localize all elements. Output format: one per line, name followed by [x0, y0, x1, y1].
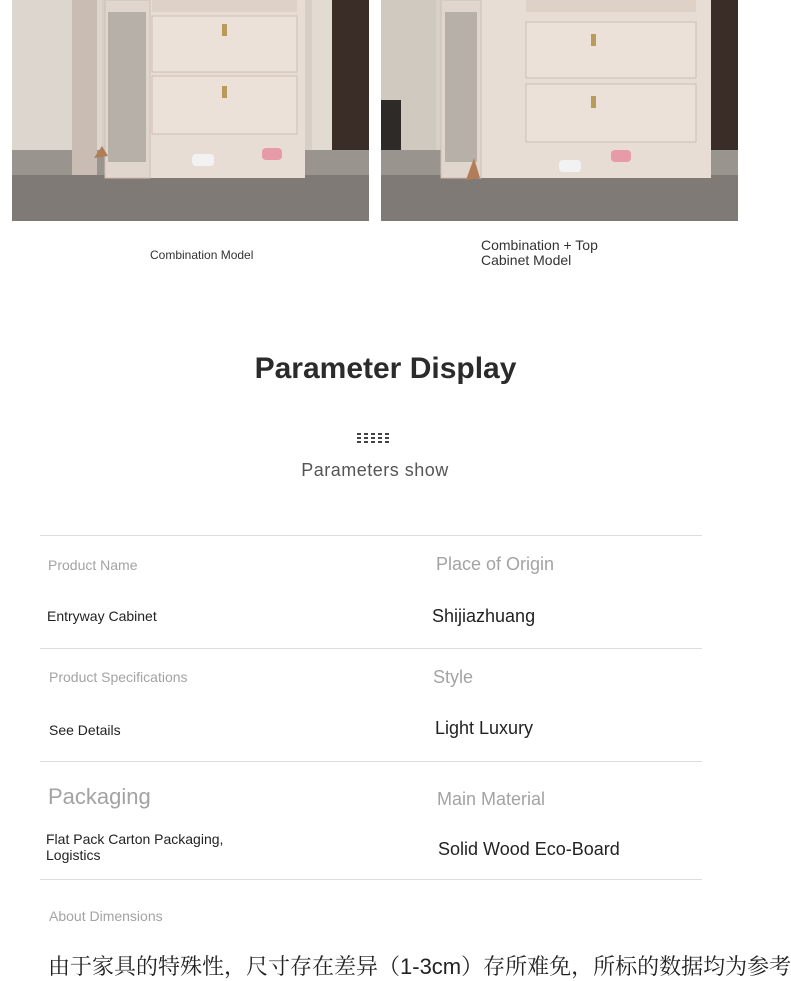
table-divider [40, 535, 702, 536]
table-divider [40, 648, 702, 649]
dimension-note: 由于家具的特殊性，尺寸存在差异（1-3cm）存所难免，所标的数据均为参考 [48, 954, 791, 979]
param-label-about-dimensions: About Dimensions [49, 908, 163, 924]
param-label-main-material: Main Material [437, 789, 546, 809]
table-divider [40, 761, 702, 762]
photo-caption-combination-top-cabinet: Combination + Top Cabinet Model [481, 237, 598, 268]
param-label-product-name: Product Name [48, 557, 138, 573]
table-divider [40, 879, 702, 880]
param-value-style: Light Luxury [435, 718, 534, 738]
section-subtitle: Parameters show [301, 460, 449, 480]
param-value-main-material: Solid Wood Eco-Board [438, 839, 620, 859]
photo-caption-combination: Combination Model [150, 248, 254, 262]
product-photo-combination-top-cabinet [381, 0, 738, 221]
section-title: Parameter Display [254, 352, 517, 385]
param-label-product-specifications: Product Specifications [49, 669, 188, 685]
dots-grid-icon [357, 432, 393, 444]
param-label-place-of-origin: Place of Origin [436, 554, 555, 574]
param-value-packaging: Flat Pack Carton Packaging, Logistics [46, 831, 224, 863]
param-value-product-specifications: See Details [49, 722, 121, 738]
param-value-product-name: Entryway Cabinet [47, 608, 157, 624]
param-label-style: Style [433, 667, 474, 687]
product-photo-combination [12, 0, 369, 221]
param-value-place-of-origin: Shijiazhuang [432, 606, 536, 626]
param-label-packaging: Packaging [48, 784, 151, 809]
